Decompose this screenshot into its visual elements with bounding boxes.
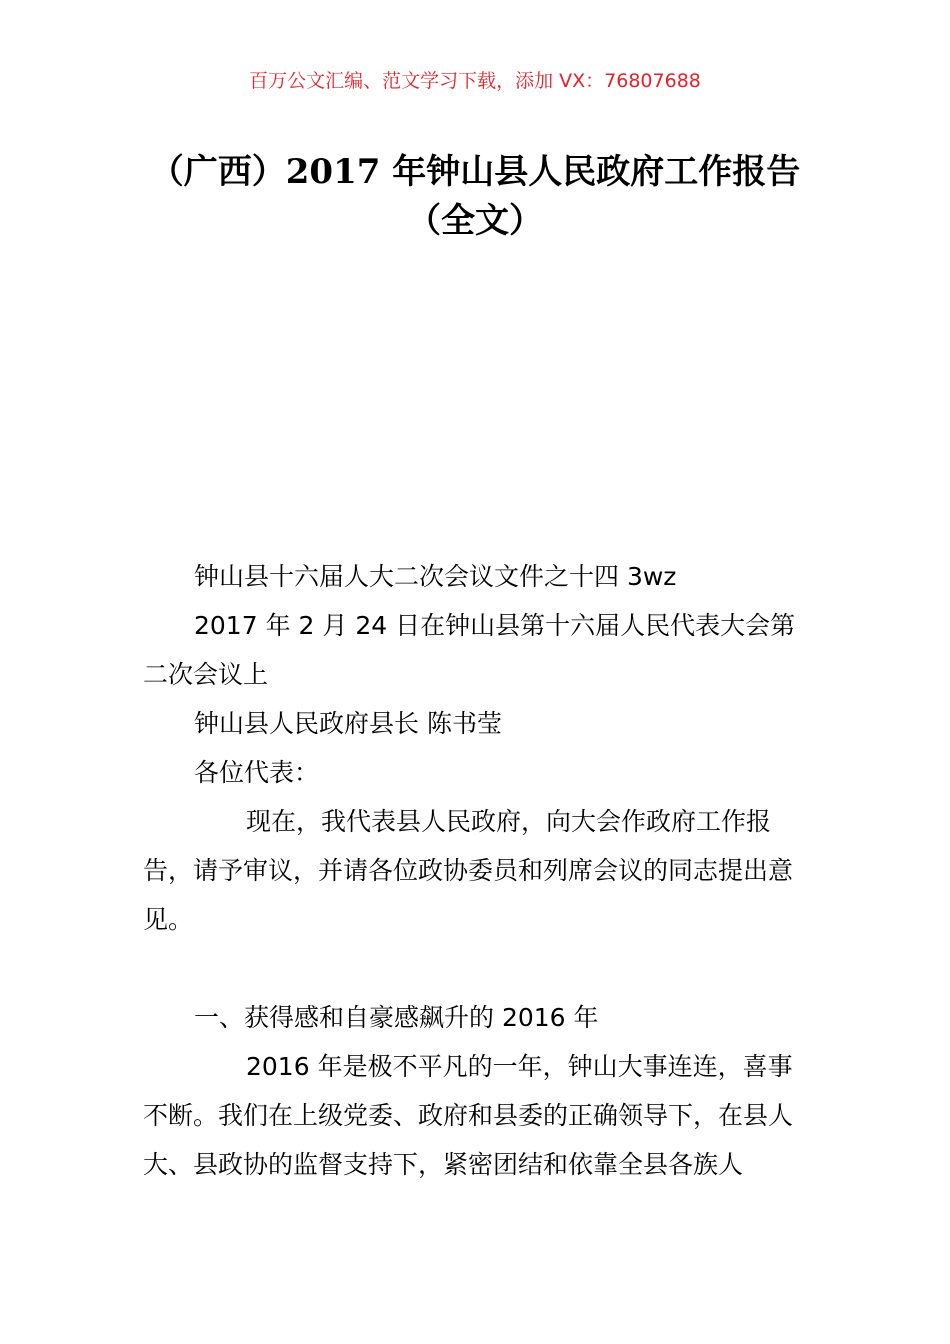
salutation: 各位代表： [194, 758, 320, 787]
title-line-2: （全文） [407, 201, 543, 241]
intro-paragraph: 现在，我代表县人民政府，向大会作政府工作报告，请予审议，并请各位政协委员和列席会议的同志提出意见。 [143, 807, 794, 934]
file-label: 钟山县十六届人大二次会议文件之十四 3wz [194, 562, 677, 591]
section-heading: 一、获得感和自豪感飙升的 2016 年 [194, 1003, 599, 1032]
section-paragraph: 2016 年是极不平凡的一年，钟山大事连连，喜事不断。我们在上级党委、政府和县委的正确领导下，在县人大、县政协的监督支持下，紧密团结和依靠全县各族人 [143, 1052, 794, 1179]
speaker-line: 钟山县人民政府县长 陈书莹 [194, 709, 502, 738]
document-body [143, 552, 808, 1189]
meeting-info: 2017 年 2 月 24 日在钟山县第十六届人民代表大会第二次会议上 [143, 611, 796, 689]
header-note: 百万公文汇编、范文学习下载，添加 VX：76807688 [249, 70, 701, 92]
document-title [100, 148, 850, 246]
title-line-1: （广西）2017 年钟山县人民政府工作报告 [149, 152, 801, 192]
